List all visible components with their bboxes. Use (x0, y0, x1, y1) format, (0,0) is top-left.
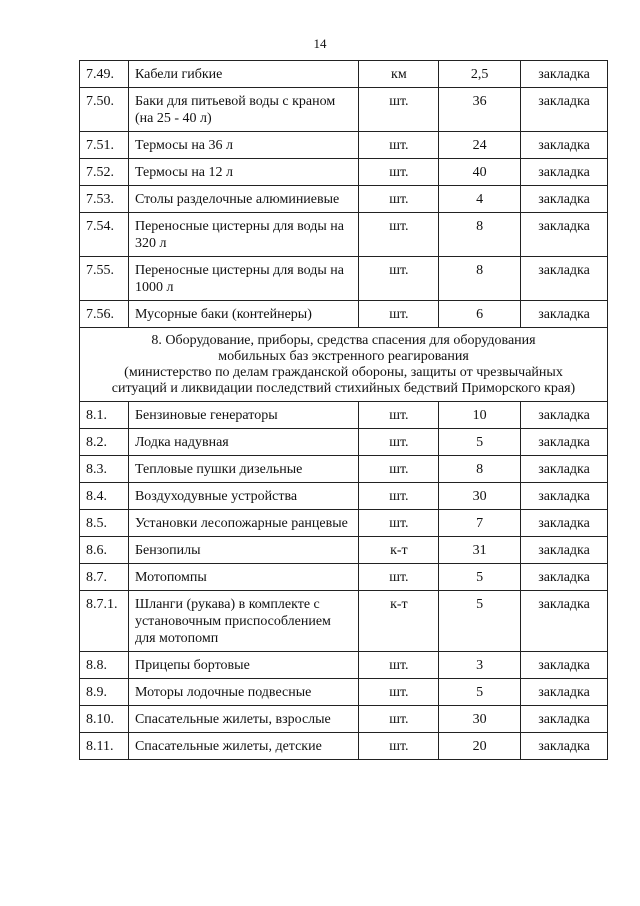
item-name: Лодка надувная (128, 429, 359, 456)
item-quantity: 2,5 (439, 61, 521, 88)
item-name: Переносные цистерны для воды на 1000 л (128, 257, 359, 301)
item-quantity: 7 (439, 510, 521, 537)
item-name: Термосы на 36 л (128, 132, 359, 159)
item-number: 8.10. (80, 706, 129, 733)
item-unit: шт. (359, 301, 439, 328)
table-row (80, 706, 608, 733)
item-basis: закладка (521, 456, 608, 483)
item-basis: закладка (521, 510, 608, 537)
item-quantity: 30 (439, 706, 521, 733)
table-row (80, 733, 608, 760)
item-unit: к-т (359, 591, 439, 652)
item-unit: шт. (359, 733, 439, 760)
section-header-row (80, 328, 608, 402)
item-quantity: 5 (439, 679, 521, 706)
item-basis: закладка (521, 132, 608, 159)
item-name: Столы разделочные алюминиевые (128, 186, 359, 213)
item-number: 8.7. (80, 564, 129, 591)
item-number: 8.8. (80, 652, 129, 679)
item-name: Баки для питьевой воды с краном (на 25 - 40 л) (128, 88, 359, 132)
item-basis: закладка (521, 257, 608, 301)
table-row (80, 159, 608, 186)
item-number: 7.56. (80, 301, 129, 328)
item-basis: закладка (521, 564, 608, 591)
item-quantity: 40 (439, 159, 521, 186)
section-header (80, 328, 608, 402)
item-quantity: 5 (439, 564, 521, 591)
item-unit: шт. (359, 510, 439, 537)
item-number: 7.54. (80, 213, 129, 257)
item-unit: шт. (359, 186, 439, 213)
item-unit: к-т (359, 537, 439, 564)
item-number: 8.2. (80, 429, 129, 456)
table-row (80, 679, 608, 706)
item-basis: закладка (521, 213, 608, 257)
item-name: Тепловые пушки дизельные (128, 456, 359, 483)
item-unit: шт. (359, 132, 439, 159)
item-basis: закладка (521, 159, 608, 186)
item-quantity: 8 (439, 213, 521, 257)
item-basis: закладка (521, 652, 608, 679)
item-quantity: 5 (439, 591, 521, 652)
item-quantity: 30 (439, 483, 521, 510)
item-unit: шт. (359, 159, 439, 186)
item-name: Спасательные жилеты, взрослые (128, 706, 359, 733)
item-basis: закладка (521, 301, 608, 328)
equipment-table (79, 60, 608, 760)
item-basis: закладка (521, 537, 608, 564)
section-title-line2: мобильных баз экстренного реагирования (218, 349, 469, 364)
item-basis: закладка (521, 61, 608, 88)
item-number: 8.7.1. (80, 591, 129, 652)
item-unit: шт. (359, 257, 439, 301)
item-basis: закладка (521, 429, 608, 456)
table-row (80, 61, 608, 88)
table-body-top (80, 61, 608, 328)
item-name: Моторы лодочные подвесные (128, 679, 359, 706)
table-row (80, 429, 608, 456)
table-row (80, 564, 608, 591)
item-unit: шт. (359, 564, 439, 591)
item-unit: шт. (359, 456, 439, 483)
item-basis: закладка (521, 591, 608, 652)
item-name: Мусорные баки (контейнеры) (128, 301, 359, 328)
table-row (80, 591, 608, 652)
item-basis: закладка (521, 706, 608, 733)
item-quantity: 10 (439, 402, 521, 429)
item-number: 8.5. (80, 510, 129, 537)
item-number: 8.11. (80, 733, 129, 760)
item-unit: шт. (359, 679, 439, 706)
item-name: Переносные цистерны для воды на 320 л (128, 213, 359, 257)
item-quantity: 6 (439, 301, 521, 328)
item-basis: закладка (521, 733, 608, 760)
item-quantity: 24 (439, 132, 521, 159)
item-number: 8.4. (80, 483, 129, 510)
item-name: Установки лесопожарные ранцевые (128, 510, 359, 537)
item-number: 8.6. (80, 537, 129, 564)
item-unit: шт. (359, 88, 439, 132)
item-name: Воздуходувные устройства (128, 483, 359, 510)
item-quantity: 3 (439, 652, 521, 679)
item-number: 7.53. (80, 186, 129, 213)
table-row (80, 456, 608, 483)
table-row (80, 483, 608, 510)
item-quantity: 8 (439, 456, 521, 483)
item-quantity: 36 (439, 88, 521, 132)
item-number: 8.3. (80, 456, 129, 483)
table-row (80, 213, 608, 257)
item-quantity: 31 (439, 537, 521, 564)
item-number: 8.9. (80, 679, 129, 706)
item-unit: шт. (359, 706, 439, 733)
item-unit: шт. (359, 483, 439, 510)
table-row (80, 402, 608, 429)
table-row (80, 301, 608, 328)
section-title-line3: (министерство по делам гражданской обороны, защиты от чрезвычайных (124, 365, 563, 380)
item-name: Кабели гибкие (128, 61, 359, 88)
item-unit: шт. (359, 213, 439, 257)
item-basis: закладка (521, 679, 608, 706)
item-number: 7.49. (80, 61, 129, 88)
item-number: 7.50. (80, 88, 129, 132)
item-number: 7.51. (80, 132, 129, 159)
item-basis: закладка (521, 186, 608, 213)
item-number: 7.55. (80, 257, 129, 301)
table-row (80, 510, 608, 537)
item-basis: закладка (521, 483, 608, 510)
item-number: 7.52. (80, 159, 129, 186)
item-unit: км (359, 61, 439, 88)
table-row (80, 88, 608, 132)
item-name: Бензиновые генераторы (128, 402, 359, 429)
table-row (80, 186, 608, 213)
item-quantity: 8 (439, 257, 521, 301)
item-number: 8.1. (80, 402, 129, 429)
item-name: Спасательные жилеты, детские (128, 733, 359, 760)
table-row (80, 537, 608, 564)
item-name: Прицепы бортовые (128, 652, 359, 679)
table-row (80, 257, 608, 301)
section-title-line4: ситуаций и ликвидации последствий стихийных бедствий Приморского края) (111, 381, 576, 396)
item-quantity: 20 (439, 733, 521, 760)
table-body-bottom (80, 402, 608, 760)
item-basis: закладка (521, 402, 608, 429)
section-title-line1: 8. Оборудование, приборы, средства спасения для оборудования (151, 333, 536, 348)
item-name: Термосы на 12 л (128, 159, 359, 186)
section-header-body (80, 328, 608, 402)
table-row (80, 132, 608, 159)
item-unit: шт. (359, 429, 439, 456)
item-unit: шт. (359, 402, 439, 429)
table-row (80, 652, 608, 679)
item-name: Шланги (рукава) в комплекте с установочным приспособлением для мотопомп (128, 591, 359, 652)
item-name: Бензопилы (128, 537, 359, 564)
item-name: Мотопомпы (128, 564, 359, 591)
item-basis: закладка (521, 88, 608, 132)
item-quantity: 5 (439, 429, 521, 456)
item-quantity: 4 (439, 186, 521, 213)
page-number: 14 (313, 36, 327, 51)
item-unit: шт. (359, 652, 439, 679)
